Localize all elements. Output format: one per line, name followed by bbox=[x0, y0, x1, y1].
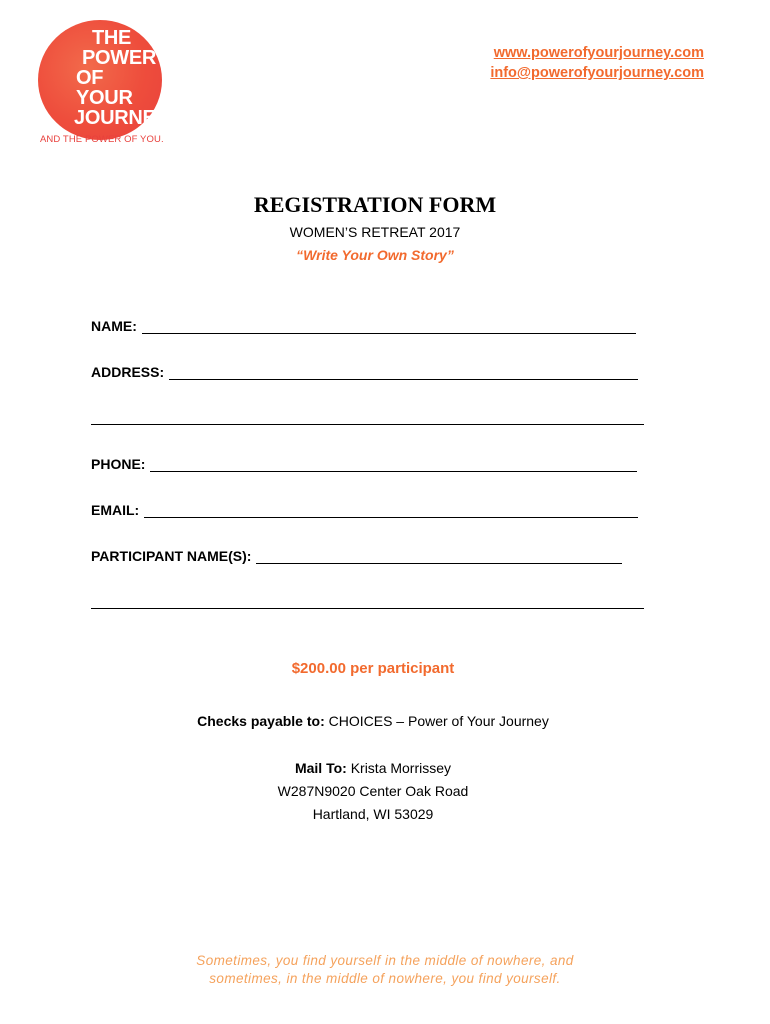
phone-field bbox=[91, 452, 637, 472]
email-field bbox=[91, 498, 638, 518]
email-link[interactable]: info@powerofyourjourney.com bbox=[490, 65, 704, 81]
participants-label: PARTICIPANT NAME(S): bbox=[91, 548, 252, 564]
email-input-line[interactable] bbox=[144, 503, 638, 518]
website-link[interactable]: www.powerofyourjourney.com bbox=[493, 45, 704, 61]
logo bbox=[34, 18, 174, 148]
name-label: NAME: bbox=[91, 318, 137, 334]
contact-block bbox=[490, 43, 704, 83]
checks-payable bbox=[0, 713, 746, 729]
checks-label: Checks payable to: bbox=[197, 713, 325, 729]
mail-label: Mail To: bbox=[294, 760, 347, 776]
logo-line-3: OF YOUR bbox=[76, 67, 133, 109]
quote-line-2: sometimes, in the middle of nowhere, you find yourself. bbox=[209, 971, 561, 986]
logo-line-1: THE bbox=[92, 27, 132, 49]
price: $200.00 per participant bbox=[291, 660, 455, 677]
checks-value: CHOICES – Power of Your Journey bbox=[328, 713, 549, 729]
mail-name: Krista Morrissey bbox=[350, 760, 452, 776]
address-label: ADDRESS: bbox=[91, 364, 165, 380]
phone-input-line[interactable] bbox=[150, 457, 637, 472]
phone-label: PHONE: bbox=[91, 456, 146, 472]
name-field bbox=[91, 314, 636, 334]
event-subtitle: WOMEN’S RETREAT 2017 bbox=[289, 224, 461, 240]
footer-quote bbox=[0, 952, 770, 988]
quote-line-1: Sometimes, you find yourself in the middle of nowhere, and bbox=[196, 953, 574, 968]
page-title: REGISTRATION FORM bbox=[253, 192, 497, 217]
name-input-line[interactable] bbox=[142, 319, 636, 334]
participants-field bbox=[91, 544, 622, 564]
email-label: EMAIL: bbox=[91, 502, 140, 518]
mail-to bbox=[0, 760, 746, 776]
logo-line-4: JOURNEY bbox=[74, 107, 169, 129]
logo-text bbox=[44, 27, 169, 129]
logo-tagline: AND THE POWER OF YOU. bbox=[40, 134, 164, 145]
address-input-line[interactable] bbox=[169, 365, 638, 380]
event-theme: “Write Your Own Story” bbox=[296, 247, 454, 263]
mail-city: Hartland, WI 53029 bbox=[312, 806, 434, 822]
participants-line-2[interactable] bbox=[91, 594, 644, 609]
mail-street: W287N9020 Center Oak Road bbox=[277, 783, 469, 799]
address-field bbox=[91, 360, 638, 380]
address-line-2[interactable] bbox=[91, 410, 644, 425]
logo-line-2: POWER bbox=[82, 47, 157, 69]
participants-input-line[interactable] bbox=[256, 549, 622, 564]
